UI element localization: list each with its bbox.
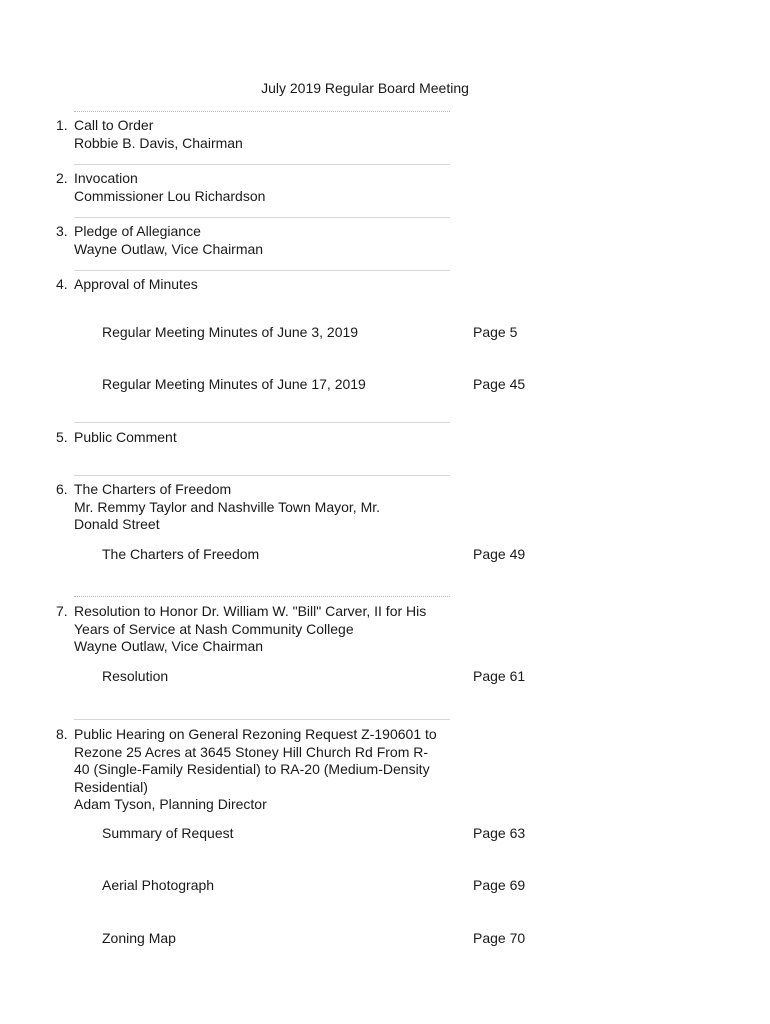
item-presenter-line: Donald Street — [74, 516, 160, 532]
page-reference: Page 63 — [473, 825, 526, 841]
item-number: 4. — [56, 276, 68, 292]
divider — [74, 164, 450, 165]
item-presenter-line: Mr. Remmy Taylor and Nashville Town Mayor, Mr. — [74, 498, 381, 515]
divider — [74, 111, 450, 112]
attachment-label: The Charters of Freedom — [102, 546, 260, 562]
item-number: 1. — [56, 117, 68, 133]
agenda-item-4 — [56, 276, 456, 294]
item-title-line: 40 (Single-Family Residential) to RA-20 (Medium-Density — [74, 761, 430, 777]
divider — [74, 217, 450, 218]
attachment-label: Zoning Map — [102, 930, 176, 946]
item-number: 3. — [56, 223, 68, 239]
divider — [74, 719, 450, 720]
divider — [74, 422, 450, 423]
item-title-line: Residential) — [74, 778, 148, 795]
agenda-item-2 — [56, 170, 456, 205]
page-reference: Page 49 — [473, 546, 526, 562]
item-title: Public Comment — [74, 429, 177, 445]
attachment-label: Regular Meeting Minutes of June 3, 2019 — [102, 324, 359, 340]
agenda-item-5 — [56, 429, 456, 447]
page-reference: Page 69 — [473, 877, 526, 893]
attachment-label: Resolution — [102, 668, 169, 684]
item-number: 6. — [56, 481, 68, 497]
item-title-line: Public Hearing on General Rezoning Request Z-190601 to — [74, 726, 437, 742]
item-presenter: Adam Tyson, Planning Director — [74, 796, 267, 812]
item-number: 5. — [56, 429, 68, 445]
item-title: Approval of Minutes — [74, 276, 198, 292]
item-number: 7. — [56, 603, 68, 619]
page-reference: Page 70 — [473, 930, 526, 946]
page-reference: Page 5 — [473, 324, 518, 340]
item-title: Call to Order — [74, 117, 154, 133]
item-title: Pledge of Allegiance — [74, 223, 201, 239]
page-reference: Page 45 — [473, 376, 526, 392]
divider — [74, 596, 450, 597]
attachment-label: Regular Meeting Minutes of June 17, 2019 — [102, 376, 366, 392]
page-reference: Page 61 — [473, 668, 526, 684]
agenda-item-1 — [56, 117, 456, 152]
item-presenter: Wayne Outlaw, Vice Chairman — [74, 638, 264, 654]
item-presenter: Wayne Outlaw, Vice Chairman — [74, 240, 264, 257]
agenda-item-8 — [56, 726, 456, 814]
agenda-item-6 — [56, 481, 456, 534]
divider — [74, 270, 450, 271]
item-title-line: Rezone 25 Acres at 3645 Stoney Hill Church Rd From R- — [74, 743, 429, 760]
attachment-label: Summary of Request — [102, 825, 234, 841]
item-title-line: Years of Service at Nash Community College — [74, 620, 354, 637]
item-presenter: Robbie B. Davis, Chairman — [74, 134, 243, 151]
attachment-label: Aerial Photograph — [102, 877, 215, 893]
item-presenter: Commissioner Lou Richardson — [74, 187, 266, 204]
divider — [74, 475, 450, 476]
item-number: 2. — [56, 170, 68, 186]
item-number: 8. — [56, 726, 68, 742]
item-title-line: Resolution to Honor Dr. William W. "Bill" Carver, II for His — [74, 603, 427, 619]
agenda-item-7 — [56, 603, 456, 656]
item-title: The Charters of Freedom — [74, 481, 232, 497]
page-title: July 2019 Regular Board Meeting — [261, 80, 469, 96]
item-title: Invocation — [74, 170, 138, 186]
agenda-item-3 — [56, 223, 456, 258]
